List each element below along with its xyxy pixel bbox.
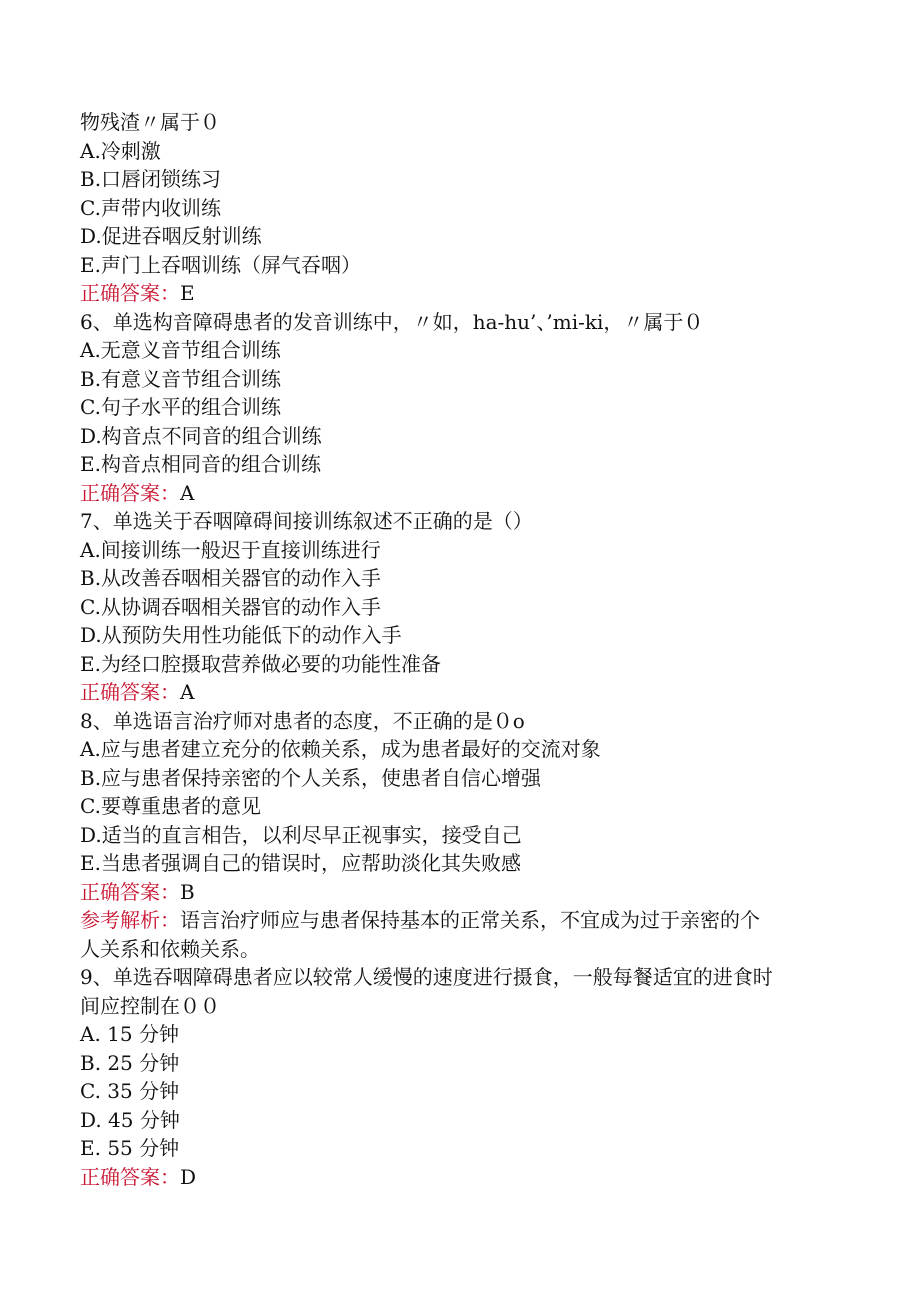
q6-answer (80, 479, 840, 507)
q6-option-b: B.有意义音节组合训练 (80, 367, 282, 391)
answer-label: 正确答案： (80, 1165, 180, 1189)
answer-label: 正确答案： (80, 680, 180, 704)
q9-stem-cont: 间应控制在００ (80, 994, 220, 1018)
q5-option-e: E.声门上吞咽训练（屏气吞咽） (80, 253, 361, 277)
q8-stem: 8、单选语言治疗师对患者的态度，不正确的是０o (80, 709, 525, 733)
q8-option-c: C.要尊重患者的意见 (80, 794, 261, 818)
analysis-label: 参考解析： (80, 908, 180, 932)
q9-option-a: A. 15 分钟 (80, 1022, 179, 1046)
q5-stem: 物残渣〃属于０ (80, 110, 220, 134)
answer-label: 正确答案： (80, 481, 180, 505)
answer-label: 正确答案： (80, 880, 180, 904)
q7-option-d: D.从预防失用性功能低下的动作入手 (80, 623, 402, 647)
answer-value: A (180, 680, 195, 704)
q8-option-e: E.当患者强调自己的错误时，应帮助淡化其失败感 (80, 851, 521, 875)
q9-answer (80, 1163, 840, 1191)
analysis-text: 语言治疗师应与患者保持基本的正常关系，不宜成为过于亲密的个 (180, 908, 760, 932)
q5-option-a: A.冷刺激 (80, 139, 161, 163)
q7-option-b: B.从改善吞咽相关器官的动作入手 (80, 566, 382, 590)
q6-stem: 6、单选构音障碍患者的发音训练中，〃如，ha-hu’、’mi-ki，〃属于０ (80, 310, 704, 334)
q8-option-a: A.应与患者建立充分的依赖关系，成为患者最好的交流对象 (80, 737, 601, 761)
q5-option-d: D.促进吞咽反射训练 (80, 224, 262, 248)
q9-stem: 9、单选吞咽障碍患者应以较常人缓慢的速度进行摄食，一般每餐适宜的进食时 (80, 965, 773, 989)
q5-option-b: B.口唇闭锁练习 (80, 167, 222, 191)
q6-option-a: A.无意义音节组合训练 (80, 338, 281, 362)
q9-option-e: E. 55 分钟 (80, 1136, 180, 1160)
q7-answer (80, 678, 840, 706)
q7-option-a: A.间接训练一般迟于直接训练进行 (80, 538, 381, 562)
q6-option-e: E.构音点相同音的组合训练 (80, 452, 321, 476)
q7-stem: 7、单选关于吞咽障碍间接训练叙述不正确的是（） (80, 509, 533, 533)
q5-option-c: C.声带内收训练 (80, 196, 221, 220)
answer-value: D (180, 1165, 197, 1189)
q8-analysis (80, 906, 840, 934)
answer-value: B (180, 880, 195, 904)
answer-value: A (180, 481, 195, 505)
answer-label: 正确答案： (80, 281, 180, 305)
q9-option-b: B. 25 分钟 (80, 1051, 180, 1075)
q6-option-c: C.句子水平的组合训练 (80, 395, 281, 419)
q8-option-b: B.应与患者保持亲密的个人关系，使患者自信心增强 (80, 766, 542, 790)
q7-option-e: E.为经口腔摄取营养做必要的功能性准备 (80, 652, 441, 676)
q8-answer (80, 878, 840, 906)
answer-value: E (180, 281, 195, 305)
q9-option-d: D. 45 分钟 (80, 1108, 180, 1132)
q8-analysis-cont: 人关系和依赖关系。 (80, 937, 260, 961)
q6-option-d: D.构音点不同音的组合训练 (80, 424, 322, 448)
q9-option-c: C. 35 分钟 (80, 1079, 180, 1103)
q7-option-c: C.从协调吞咽相关器官的动作入手 (80, 595, 381, 619)
q8-option-d: D.适当的直言相告，以利尽早正视事实，接受自己 (80, 823, 522, 847)
q5-answer (80, 279, 840, 307)
